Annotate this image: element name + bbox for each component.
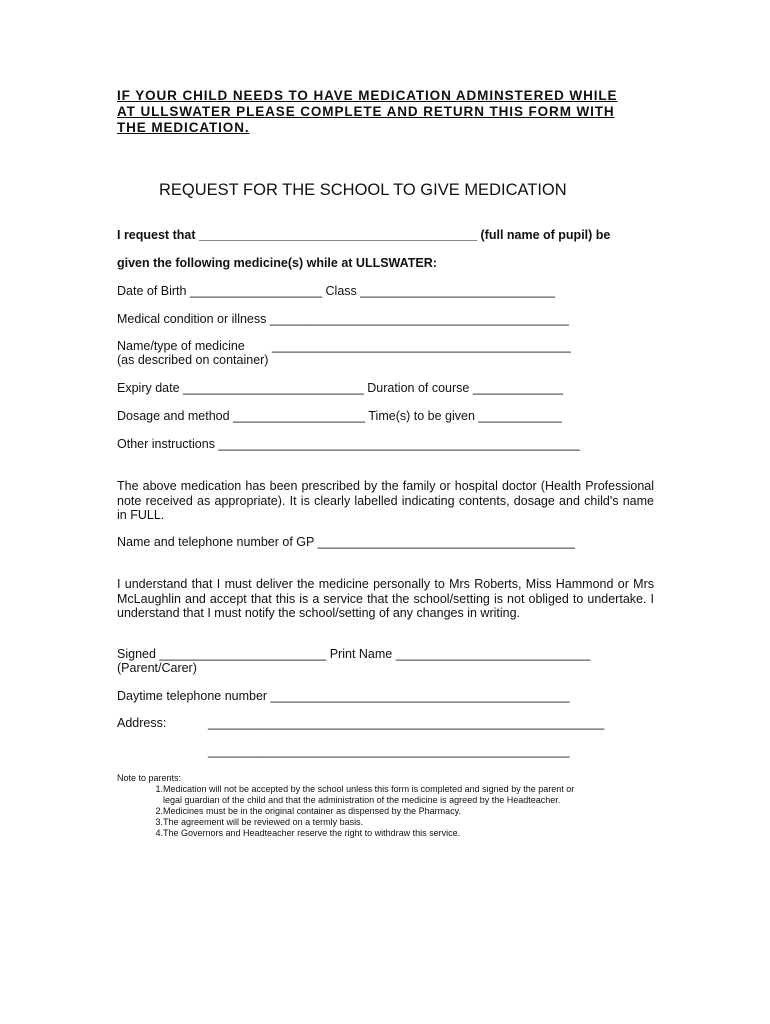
note-item xyxy=(117,817,163,828)
note-number: 4. xyxy=(155,828,163,838)
medical-condition-field[interactable]: Medical condition or illness ___________________________________________ xyxy=(117,312,569,326)
note-text: Medicines must be in the original container as dispensed by the Pharmacy. xyxy=(163,806,461,816)
medicine-name-sublabel: (as described on container) xyxy=(117,353,269,367)
note-item xyxy=(117,784,163,795)
note-text: The Governors and Headteacher reserve the right to withdraw this service. xyxy=(163,828,461,838)
notes-title: Note to parents: xyxy=(117,773,182,783)
note-number: 3. xyxy=(155,817,163,827)
note-item xyxy=(117,828,163,839)
heading-line-1: IF YOUR CHILD NEEDS TO HAVE MEDICATION ADMINSTERED WHILE xyxy=(117,88,618,103)
medicine-name-field[interactable]: ___________________________________________ xyxy=(272,339,571,353)
page-title: REQUEST FOR THE SCHOOL TO GIVE MEDICATION xyxy=(159,181,567,199)
address-field-line-2[interactable]: ____________________________________________________ xyxy=(208,744,570,758)
signature-sublabel: (Parent/Carer) xyxy=(117,661,197,675)
heading-line-3: THE MEDICATION. xyxy=(117,120,250,135)
prescription-statement: The above medication has been prescribed by the family or hospital doctor (Health Professional note received as appropriate). It is clearly labelled indicating contents, dosage and child's name in FULL. xyxy=(117,479,654,522)
request-pupil-line: I request that ________________________________________ (full name of pupil) be xyxy=(117,228,611,242)
address-field-line-1[interactable]: _________________________________________________________ xyxy=(208,716,605,730)
note-text: Medication will not be accepted by the school unless this form is completed and signed by the parent or xyxy=(163,784,575,794)
address-label: Address: xyxy=(117,716,167,730)
request-medicine-line: given the following medicine(s) while at ULLSWATER: xyxy=(117,256,437,270)
note-number: 2. xyxy=(155,806,163,816)
other-instructions-field[interactable]: Other instructions ____________________________________________________ xyxy=(117,437,580,451)
medicine-name-label: Name/type of medicine xyxy=(117,339,245,353)
daytime-phone-field[interactable]: Daytime telephone number ___________________________________________ xyxy=(117,689,570,703)
dosage-time-field[interactable]: Dosage and method ___________________ Time(s) to be given ____________ xyxy=(117,409,562,423)
gp-field[interactable]: Name and telephone number of GP _____________________________________ xyxy=(117,535,575,549)
note-item xyxy=(117,806,163,817)
delivery-statement: I understand that I must deliver the medicine personally to Mrs Roberts, Miss Hammond or Mrs McLaughlin and accept that this is a service that the school/setting is not obliged to undertake. I understand that I must notify the school/setting of any changes in writing. xyxy=(117,577,654,620)
note-number: 1. xyxy=(155,784,163,794)
note-text: The agreement will be reviewed on a termly basis. xyxy=(163,817,364,827)
note-text: legal guardian of the child and that the administration of the medicine is agreed by the Headteacher. xyxy=(163,795,561,805)
signature-field[interactable]: Signed ________________________ Print Name ____________________________ xyxy=(117,647,591,661)
heading-line-2: AT ULLSWATER PLEASE COMPLETE AND RETURN THIS FORM WITH xyxy=(117,104,615,119)
dob-class-field[interactable]: Date of Birth ___________________ Class ____________________________ xyxy=(117,284,555,298)
expiry-duration-field[interactable]: Expiry date __________________________ Duration of course _____________ xyxy=(117,381,564,395)
